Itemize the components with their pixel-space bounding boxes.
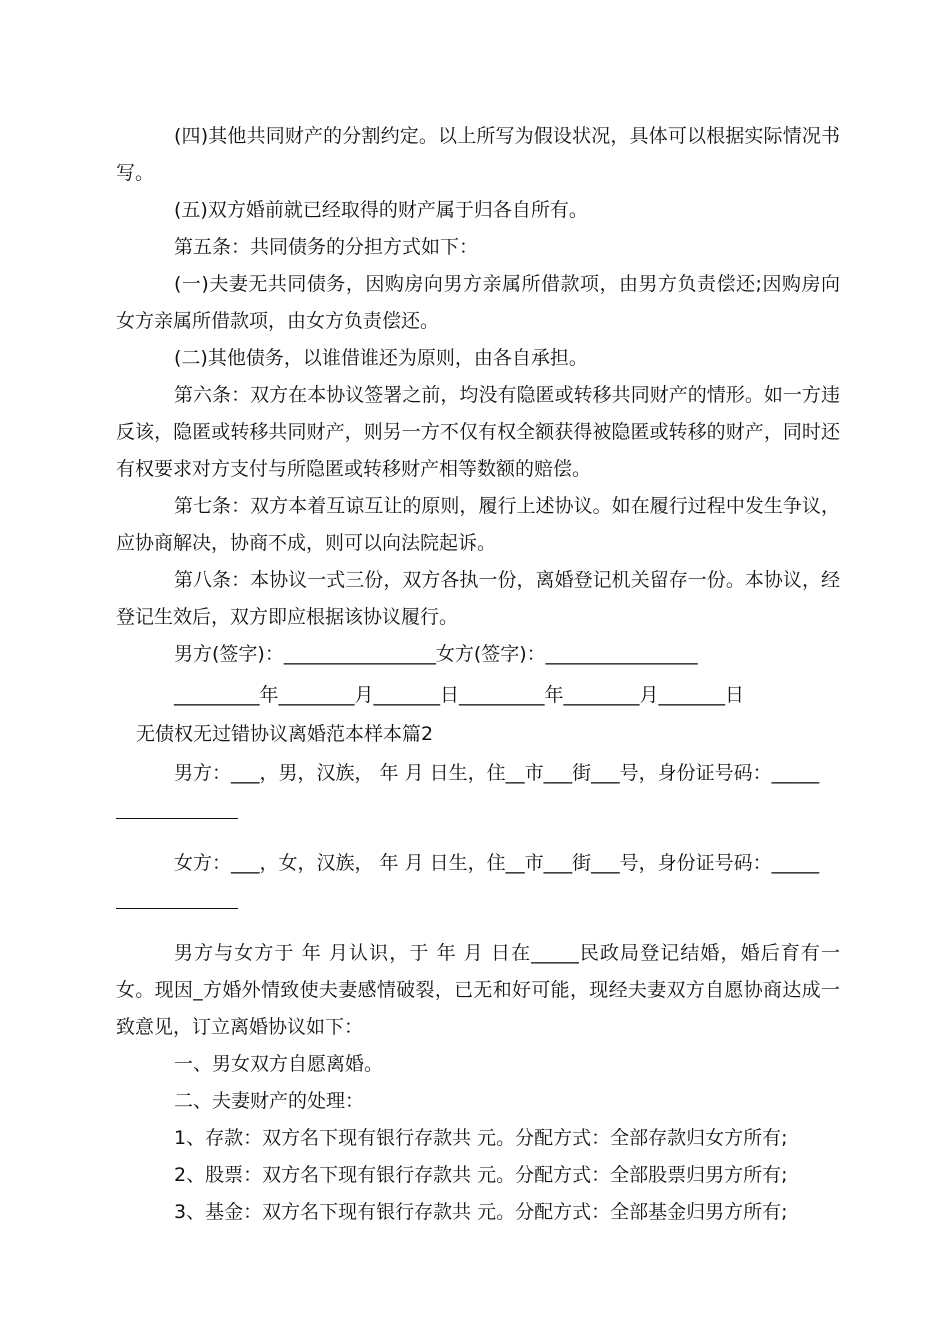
paragraph-other-property: (四)其他共同财产的分割约定。以上所写为假设状况，具体可以根据实际情况书写。 bbox=[116, 125, 840, 184]
female-id-continuation bbox=[116, 882, 840, 919]
article-8: 第八条：本协议一式三份，双方各执一份，离婚登记机关留存一份。本协议，经登记生效后，双方即应根据该协议履行。 bbox=[116, 569, 840, 628]
item-deposits: 1、存款：双方名下现有银行存款共 元。分配方式：全部存款归女方所有; bbox=[174, 1127, 788, 1149]
party-male: 男方：___，男，汉族， 年 月 日生，住__市___街___号，身份证号码：_____ bbox=[174, 762, 820, 784]
section-title: 无债权无过错协议离婚范本样本篇2 bbox=[136, 723, 434, 745]
item-voluntary-divorce: 一、男女双方自愿离婚。 bbox=[174, 1053, 384, 1075]
item-property-handling: 二、夫妻财产的处理： bbox=[174, 1090, 365, 1112]
document-body bbox=[116, 118, 840, 1231]
item-funds: 3、基金：双方名下现有银行存款共 元。分配方式：全部基金归男方所有; bbox=[174, 1201, 788, 1223]
male-id-underline bbox=[116, 792, 238, 819]
male-id-continuation bbox=[116, 792, 840, 829]
article-7: 第七条：双方本着互谅互让的原则，履行上述协议。如在履行过程中发生争议，应协商解决，协商不成，则可以向法院起诉。 bbox=[116, 495, 840, 554]
paragraph-premarital-property: (五)双方婚前就已经取得的财产属于归各自所有。 bbox=[174, 199, 588, 221]
item-stocks: 2、股票：双方名下现有银行存款共 元。分配方式：全部股票归男方所有; bbox=[174, 1164, 788, 1186]
party-female: 女方：___，女，汉族， 年 月 日生，住__市___街___号，身份证号码：_____ bbox=[174, 852, 820, 874]
paragraph-other-debt: (二)其他债务，以谁借谁还为原则，由各自承担。 bbox=[174, 347, 588, 369]
article-6: 第六条：双方在本协议签署之前，均没有隐匿或转移共同财产的情形。如一方违反该，隐匿或转移共同财产，则另一方不仅有权全额获得被隐匿或转移的财产，同时还有权要求对方支付与所隐匿或转移财产相等数额的赔偿。 bbox=[116, 384, 840, 480]
date-line: _________年________月_______日_________年________月_______日 bbox=[174, 684, 745, 706]
article-5-heading: 第五条：共同债务的分担方式如下： bbox=[174, 236, 479, 258]
signature-line: 男方(签字)：________________女方(签字)：________________ bbox=[174, 643, 698, 665]
female-id-underline bbox=[116, 882, 238, 909]
paragraph-no-common-debt: (一)夫妻无共同债务，因购房向男方亲属所借款项，由男方负责偿还;因购房向女方亲属所借款项，由女方负责偿还。 bbox=[116, 273, 840, 332]
intro-paragraph: 男方与女方于 年 月认识，于 年 月 日在_____民政局登记结婚，婚后育有一女。现因_方婚外情致使夫妻感情破裂，已无和好可能，现经夫妻双方自愿协商达成一致意见，订立离婚协议如下： bbox=[116, 942, 840, 1038]
